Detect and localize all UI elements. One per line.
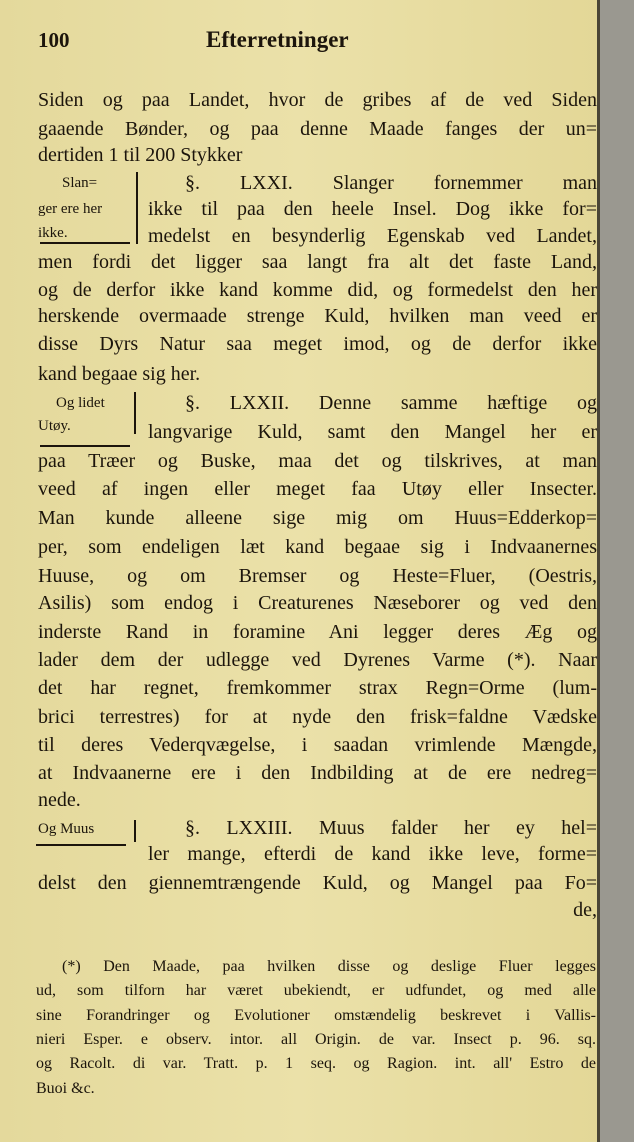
section-heading-lxxiii: §. LXXIII. Muus falder her ey hel= [185,817,597,839]
scan-background-edge [597,0,634,1142]
margin-note: Slan= [62,175,98,191]
text-line: det har regnet, fremkommer strax Regn=Orme (lum- [38,677,597,699]
section-heading-lxxii: §. LXXII. Denne samme hæftige og [185,392,597,414]
text-line: Siden og paa Landet, hvor de gribes af de ved Siden [38,89,597,111]
text-line: veed af ingen eller meget faa Utøy eller Insecter. [38,478,597,500]
text-line: lader dem der udlegge ved Dyrenes Varme (*). Naar [38,649,597,671]
footnote-line: Buoi &c. [36,1080,95,1097]
text-line: og de derfor ikke kand komme did, og formedelst den her [38,279,597,301]
page-number: 100 [38,28,70,52]
catchword: de, [573,899,597,921]
text-line: brici terrestres) for at nyde den frisk=faldne Vædske [38,706,597,728]
text-line: Asilis) som endog i Creaturenes Næseborer og ved den [38,592,597,614]
text-line: kand begaae sig her. [38,363,201,385]
margin-note: Og lidet [56,395,105,411]
section-heading-lxxi: §. LXXI. Slanger fornemmer man [185,172,597,194]
margin-note: Utøy. [38,418,71,434]
text-line: inderste Rand in foramine Ani legger deres Æg og [38,621,597,643]
margin-underline [40,445,130,447]
text-line: gaaende Bønder, og paa denne Maade fanges der un= [38,118,597,140]
footnote-line: nieri Esper. e observ. intor. all Origin. de var. Insect p. 96. sq. [36,1031,596,1048]
text-line: men fordi det ligger saa langt fra alt det faste Land, [38,251,597,273]
text-line: medelst en besynderlig Egenskab ved Landet, [148,225,597,247]
margin-divider [134,820,136,842]
footnote-line: ud, som tilforn har været ubekiendt, er udfundet, og med alle [36,982,596,999]
running-title: Efterretninger [206,27,349,52]
margin-note: Og Muus [38,821,95,837]
margin-underline [40,242,130,244]
text-line: ikke til paa den heele Insel. Dog ikke for= [148,198,597,220]
text-line: delst den giennemtrængende Kuld, og Mangel paa Fo= [38,872,597,894]
text-line: Huuse, og om Bremser og Heste=Fluer, (Oestris, [38,565,597,587]
footnote-line: (*) Den Maade, paa hvilken disse og deslige Fluer legges [62,958,596,975]
text-line: paa Træer og Buske, maa det og tilskrives, at man [38,450,597,472]
text-line: disse Dyrs Natur saa meget imod, og de derfor ikke [38,333,597,355]
footnote-line: og Racolt. di var. Tratt. p. 1 seq. og Ragion. int. all' Estro de [36,1055,596,1072]
text-line: dertiden 1 til 200 Stykker [38,144,243,166]
margin-note: ger ere her [38,201,103,217]
text-line: Man kunde alleene sige mig om Huus=Edderkop= [38,507,597,529]
text-line: per, som endeligen læt kand begaae sig i Indvaanernes [38,536,597,558]
footnote-line: sine Forandringer og Evolutioner omstændelig beskrevet i Vallis- [36,1007,596,1024]
text-line: langvarige Kuld, samt den Mangel her er [148,421,597,443]
text-line: herskende overmaade strenge Kuld, hvilken man veed er [38,305,597,327]
margin-underline [36,844,126,846]
margin-note: ikke. [38,225,68,241]
text-line: nede. [38,789,81,811]
text-line: til deres Vederqvægelse, i saadan vrimlende Mængde, [38,734,597,756]
text-line: ler mange, efterdi de kand ikke leve, forme= [148,843,597,865]
margin-divider [134,392,136,434]
margin-divider [136,172,138,244]
text-line: at Indvaanerne ere i den Indbilding at de ere nedreg= [38,762,597,784]
